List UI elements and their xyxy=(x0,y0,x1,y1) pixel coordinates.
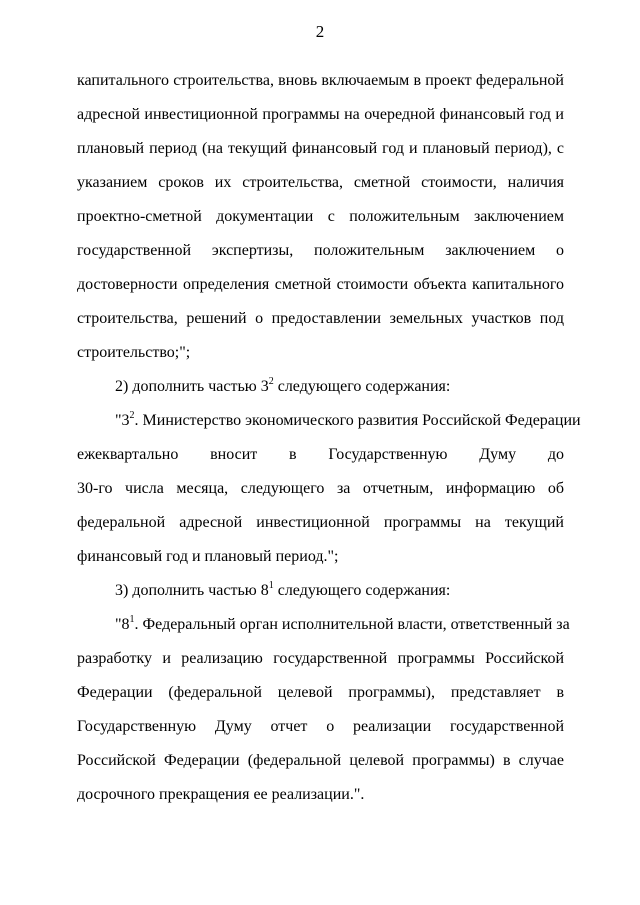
superscript: 2 xyxy=(129,410,135,421)
text-line: строительства, решений о предоставлении земельных участков под xyxy=(77,310,564,327)
text-line xyxy=(77,608,570,642)
text-line: разработку и реализацию государственной программы Российской xyxy=(77,650,564,667)
text-line: Федерации (федеральной целевой программы), представляет в xyxy=(77,684,564,701)
text-line: проектно-сметной документации с положительным заключением xyxy=(77,208,564,225)
superscript: 1 xyxy=(268,580,274,591)
text-line: указанием сроков их строительства, сметной стоимости, наличия xyxy=(77,174,564,191)
text-line xyxy=(77,404,581,438)
text-line: ежеквартально вносит в Государственную Думу до xyxy=(77,446,564,463)
text-line: адресной инвестиционной программы на очередной финансовый год и xyxy=(77,106,564,123)
text-line: строительство;"; xyxy=(77,344,191,361)
paragraph-text: . Министерство экономического развития Российской Федерации xyxy=(134,412,581,429)
list-item-3 xyxy=(77,574,564,608)
text-line: федеральной адресной инвестиционной программы на текущий xyxy=(77,514,564,531)
text-line: досрочного прекращения ее реализации.". xyxy=(77,786,365,803)
paragraph-text: . Федеральный орган исполнительной власти, ответственный за xyxy=(134,616,570,633)
text-line: Российской Федерации (федеральной целевой программы) в случае xyxy=(77,752,564,769)
text-line: государственной экспертизы, положительным заключением о xyxy=(77,242,564,259)
text-line: достоверности определения сметной стоимости объекта капитального xyxy=(77,276,564,293)
superscript: 1 xyxy=(129,614,135,625)
superscript: 2 xyxy=(268,376,274,387)
list-item-text: следующего содержания: xyxy=(273,582,451,599)
document-body xyxy=(77,64,581,812)
page-number: 2 xyxy=(315,22,325,41)
list-item-text: 3) дополнить частью 8 xyxy=(115,582,269,599)
list-item-text: следующего содержания: xyxy=(273,378,451,395)
text-line: капитального строительства, вновь включаемым в проект федеральной xyxy=(77,72,564,89)
quoted-part-number: "3 xyxy=(115,412,130,429)
text-line: Государственную Думу отчет о реализации государственной xyxy=(77,718,564,735)
list-item-2 xyxy=(77,370,564,404)
quoted-part-number: "8 xyxy=(115,616,130,633)
text-line: плановый период (на текущий финансовый год и плановый период), с xyxy=(77,140,564,157)
list-item-text: 2) дополнить частью 3 xyxy=(115,378,269,395)
text-line: финансовый год и плановый период."; xyxy=(77,548,339,565)
text-line: 30-го числа месяца, следующего за отчетным, информацию об xyxy=(77,480,564,497)
